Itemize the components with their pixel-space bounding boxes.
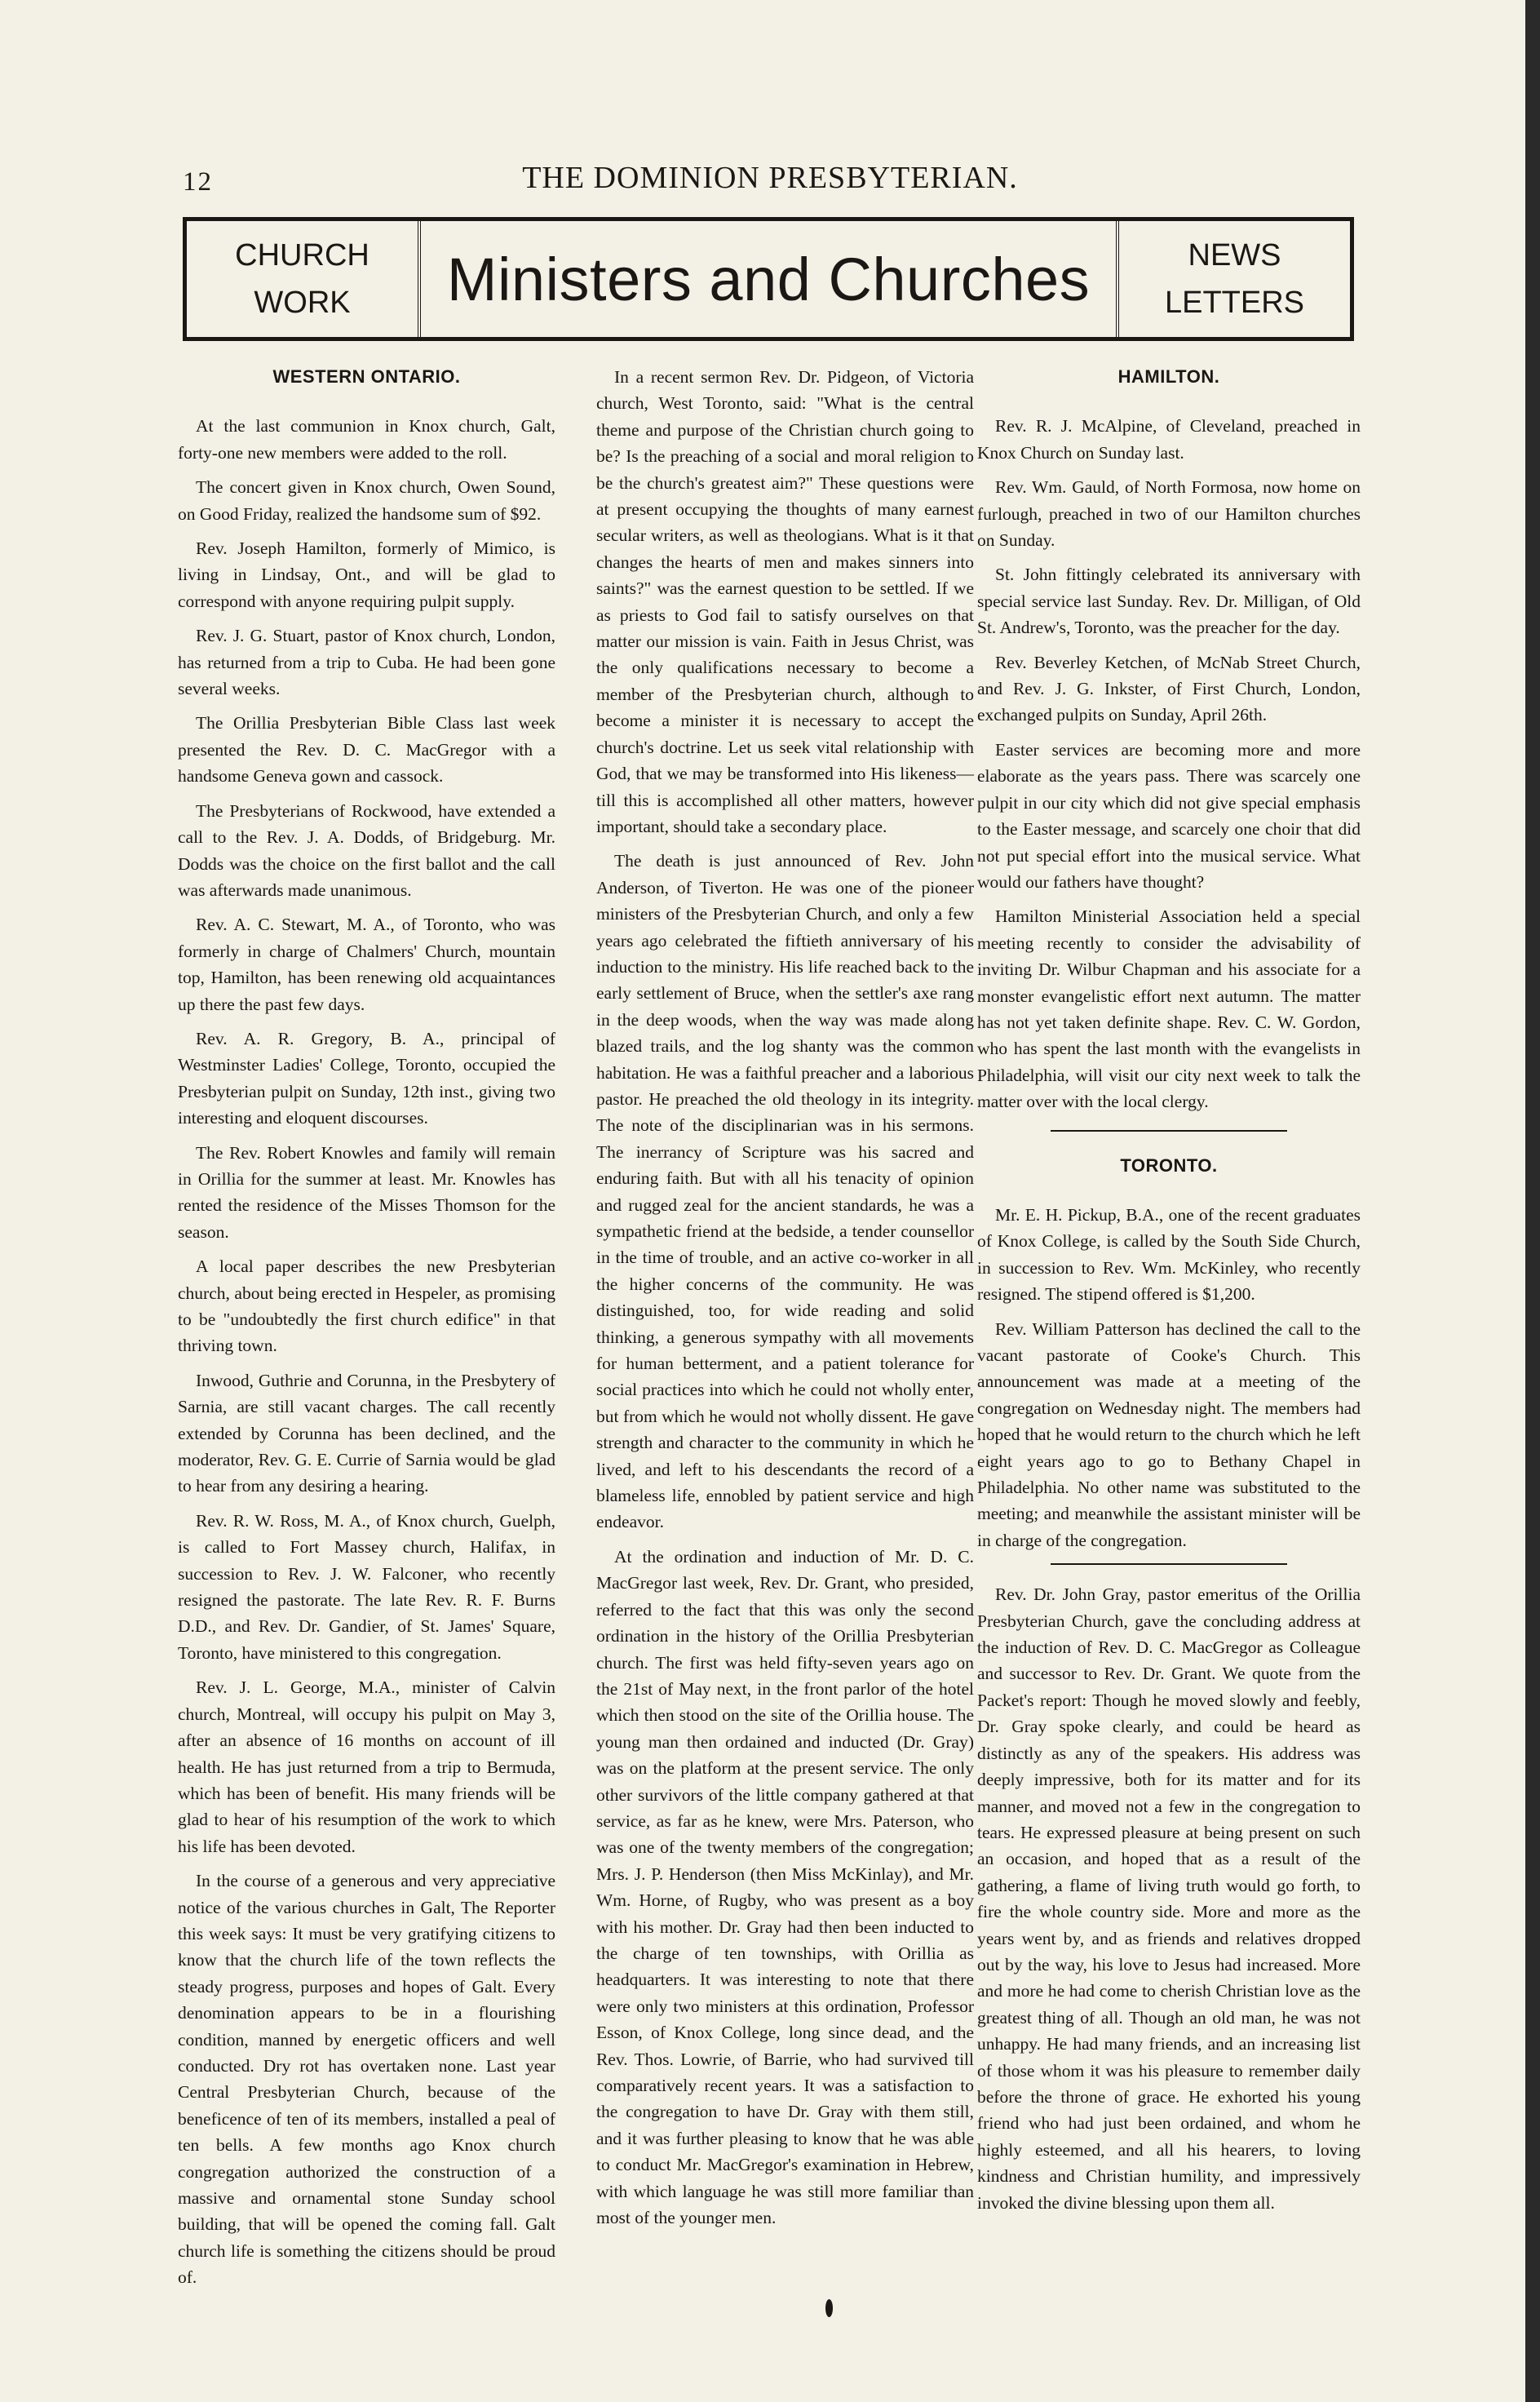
article-paragraph: The death is just announced of Rev. John Anderson, of Tiverton. He was one of the pioneer ministers of the Presbyterian Church, and only a few years ago celebrated the fiftieth anniversary of his induction to the ministry. His life reached back to the early settlement of Bruce, when the settler's axe rang in the deep woods, when the way was made along blazed trails, and the log shanty was the common habitation. He was a faithful preacher and a laborious pastor. He preached the old theology in its integrity. The note of the disciplinarian was in his sermons. The inerrancy of Scripture was his sacred and enduring faith. But with all his tenacity of opinion and rugged zeal for the ancient standards, he was a sympathetic friend at the bedside, a tender counsellor in the time of trouble, and an active co-worker in all the higher concerns of the community. He was distinguished, too, for wide reading and solid thinking, a generous sympathy with all movements for human betterment, and a patient tolerance for social practices into which he could not wholly enter, but from which he would not wholly dissent. He gave strength and character to the community in which he lived, and left to his descendants the record of a blameless life, ennobled by patient service and high endeavor. <box>596 851 974 1532</box>
article-paragraph: Mr. E. H. Pickup, B.A., one of the recent graduates of Knox College, is called by the South Side Church, in succession to Rev. Wm. McKinley, who recently resigned. The stipend offered is $1,200. <box>977 1204 1361 1305</box>
article-paragraph: Hamilton Ministerial Association held a special meeting recently to consider the advisability of inviting Dr. Wilbur Chapman and his associate for a monster evangelistic effort next autumn. The matter has not yet taken definite shape. Rev. C. W. Gordon, who has spent the last month with the evangelists in Philadelphia, will visit our city next week to talk the matter over with the local clergy. <box>977 906 1361 1112</box>
article-paragraph: Rev. William Patterson has declined the call to the vacant pastorate of Cooke's Church. This announcement was made at a meeting of the congregation on Wednesday night. The members had hoped that he would return to the church which he left eight years ago to go to Bethany Chapel in Philadelphia. No other name was substituted to the meeting; and meanwhile the assistant minister will be in charge of the congregation. <box>977 1318 1361 1550</box>
section-banner <box>183 217 1354 341</box>
column-3 <box>977 364 1361 2224</box>
article-paragraph: Rev. R. W. Ross, M. A., of Knox church, Guelph, is called to Fort Massey church, Halifax, in succession to Rev. J. W. Falconer, who recently resigned the pastorate. The late Rev. R. F. Burns D.D., and Rev. Dr. Gandier, of St. James' Square, Toronto, have ministered to this congregation. <box>178 1510 555 1663</box>
banner-title: Ministers and Churches <box>446 245 1091 313</box>
article-paragraph: St. John fittingly celebrated its anniversary with special service last Sunday. Rev. Dr. Milligan, of Old St. Andrew's, Toronto, was the preacher for the day. <box>977 565 1361 638</box>
article-paragraph: In a recent sermon Rev. Dr. Pidgeon, of Victoria church, West Toronto, said: "What is the central theme and purpose of the Christian church going to be? Is the preaching of a social and moral religion to be the church's greatest aim?" These questions were at present occupying the thoughts of many earnest secular writers, as well as theologians. What is it that changes the hearts of men and makes sinners into saints?" was the earnest question to be settled. If we as priests to God fail to satisfy ourselves on that matter our mission is vain. Faith in Jesus Christ, was the only qualifications necessary to become a member of the Presbyterian church, although to become a minister it is necessary to accept the church's doctrine. Let us seek vital relationship with God, that we may be transformed into His likeness—till this is accomplished all other matters, however important, should take a secondary place. <box>596 367 974 836</box>
article-paragraph: At the last communion in Knox church, Galt, forty-one new members were added to the roll. <box>178 416 555 463</box>
article-paragraph: Rev. Beverley Ketchen, of McNab Street Church, and Rev. J. G. Inkster, of First Church, London, exchanged pulpits on Sunday, April 26th. <box>977 652 1361 725</box>
article-paragraph: Rev. Dr. John Gray, pastor emeritus of the Orillia Presbyterian Church, gave the concluding address at the induction of Rev. D. C. MacGregor as Colleague and successor to Rev. Dr. Grant. We quote from the Packet's report: Though he moved slowly and feebly, Dr. Gray spoke clearly, and could be heard as distinctly as any of the speakers. His address was deeply impressive, both for its matter and for its manner, and moved not a few in the congregation to tears. He expressed pleasure at being present on such an occasion, and hoped that as a result of the gathering, a flame of living truth would go forth, to fire the whole country side. More and more as the years went by, and as friends and relatives dropped out by the way, his love to Jesus had increased. More and more he had come to cherish Christian love as the greatest thing of all. Though an old man, he was not unhappy. He had many friends, and an increasing list of those whom it was his pleasure to remember daily before the throne of grace. He exhorted his young friend who had just been ordained, and whom he highly esteemed, and all his hearers, to loving kindness and Christian humility, and impressively invoked the divine blessing upon them all. <box>977 1584 1361 2213</box>
article-paragraph: The Rev. Robert Knowles and family will remain in Orillia for the summer at least. Mr. Knowles has rented the residence of the Misses Thomson for the season. <box>178 1142 555 1242</box>
page-number: 12 <box>183 167 213 197</box>
scan-edge <box>1525 0 1540 2402</box>
article-paragraph: The concert given in Knox church, Owen Sound, on Good Friday, realized the handsome sum of $92. <box>178 477 555 524</box>
article-paragraph: Rev. Joseph Hamilton, formerly of Mimico, is living in Lindsay, Ont., and will be glad to correspond with anyone requiring pulpit supply. <box>178 538 555 611</box>
article-paragraph: At the ordination and induction of Mr. D. C. MacGregor last week, Rev. Dr. Grant, who presided, referred to the fact that this was only the second ordination in the history of the Orillia Presbyterian church. The first was held fifty-seven years ago on the 21st of May next, in the front parlor of the hotel which then stood on the site of the Orillia house. The young man then ordained and inducted (Dr. Gray) was on the platform at the present service. The only other survivors of the little company gathered at that service, as far as he knew, were Mrs. Paterson, who was one of the twenty members of the congregation; Mrs. J. P. Henderson (then Miss McKinlay), and Mr. Wm. Horne, of Rugby, who was present as a boy with his mother. Dr. Gray had then been inducted to the charge of ten townships, with Orillia as headquarters. It was interesting to note that there were only two ministers at this ordination, Professor Esson, of Knox College, long since dead, and the Rev. Thos. Lowrie, of Barrie, who had survived till comparatively recent years. It was a satisfaction to the congregation to have Dr. Gray with them still, and it was further pleasing to know that he was able to conduct Mr. MacGregor's examination in Hebrew, with which language he was still more familiar than most of the younger men. <box>596 1546 974 2228</box>
running-head: THE DOMINION PRESBYTERIAN. <box>522 161 1018 195</box>
article-paragraph: Rev. R. J. McAlpine, of Cleveland, preached in Knox Church on Sunday last. <box>977 416 1361 463</box>
article-paragraph: Easter services are becoming more and more elaborate as the years pass. There was scarcely one pulpit in our city which did not give special emphasis to the Easter message, and scarcely one choir that did not put special effort into the musical service. What would our fathers have thought? <box>977 739 1361 892</box>
article-paragraph: A local paper describes the new Presbyterian church, about being erected in Hespeler, as promising to be "undoubtedly the first church edifice" in that thriving town. <box>178 1256 555 1356</box>
article-paragraph: The Presbyterians of Rockwood, have extended a call to the Rev. J. A. Dodds, of Bridgeburg. Mr. Dodds was the choice on the first ballot and the call was afterwards made unanimous. <box>178 800 555 900</box>
column-2 <box>596 364 974 2239</box>
article-paragraph: Rev. A. C. Stewart, M. A., of Toronto, who was formerly in charge of Chalmers' Church, mountain top, Hamilton, has been renewing old acquaintances up there the past few days. <box>178 915 555 1014</box>
banner-right <box>1116 221 1350 337</box>
banner-left <box>187 221 421 337</box>
section-divider <box>1051 1563 1287 1565</box>
banner-right-line2: LETTERS <box>1164 286 1305 320</box>
article-paragraph: Rev. J. G. Stuart, pastor of Knox church, London, has returned from a trip to Cuba. He had been gone several weeks. <box>178 626 555 699</box>
heading-western-ontario: WESTERN ONTARIO. <box>272 366 461 387</box>
banner-left-line1: CHURCH <box>235 238 370 273</box>
banner-left-line2: WORK <box>254 286 351 320</box>
section-divider <box>1051 1130 1287 1132</box>
column-1 <box>178 364 555 2299</box>
heading-toronto: TORONTO. <box>1120 1154 1218 1176</box>
article-paragraph: Rev. A. R. Gregory, B. A., principal of Westminster Ladies' College, Toronto, occupied the Presbyterian pulpit on Sunday, 12th inst., giving two interesting and eloquent discourses. <box>178 1028 555 1128</box>
article-paragraph: Rev. J. L. George, M.A., minister of Calvin church, Montreal, will occupy his pulpit on May 3, after an absence of 16 months on account of ill health. He has just returned from a trip to Bermuda, which has been of benefit. His many friends will be glad to hear of his resumption of the work to which his life has been devoted. <box>178 1677 555 1856</box>
ink-mark <box>825 2299 833 2317</box>
article-paragraph: Inwood, Guthrie and Corunna, in the Presbytery of Sarnia, are still vacant charges. The call recently extended by Corunna has been declined, and the moderator, Rev. G. E. Currie of Sarnia would be glad to hear from any desiring a hearing. <box>178 1370 555 1496</box>
heading-hamilton: HAMILTON. <box>1117 366 1220 387</box>
article-paragraph: The Orillia Presbyterian Bible Class last week presented the Rev. D. C. MacGregor with a handsome Geneva gown and cassock. <box>178 713 555 787</box>
banner-right-line1: NEWS <box>1188 238 1281 273</box>
article-paragraph: Rev. Wm. Gauld, of North Formosa, now home on furlough, preached in two of our Hamilton churches on Sunday. <box>977 477 1361 551</box>
article-paragraph: In the course of a generous and very appreciative notice of the various churches in Galt, The Reporter this week says: It must be very gratifying citizens to know that the church life of the town reflects the steady progress, purposes and hopes of Galt. Every denomination appears to be in a flourishing condition, manned by energetic officers and well conducted. Dry rot has overtaken none. Last year Central Presbyterian Church, because of the beneficence of ten of its members, installed a peal of ten bells. A few months ago Knox church congregation authorized the construction of a massive and ornamental stone Sunday school building, that will be opened the coming fall. Galt church life is something the citizens should be proud of. <box>178 1871 555 2288</box>
